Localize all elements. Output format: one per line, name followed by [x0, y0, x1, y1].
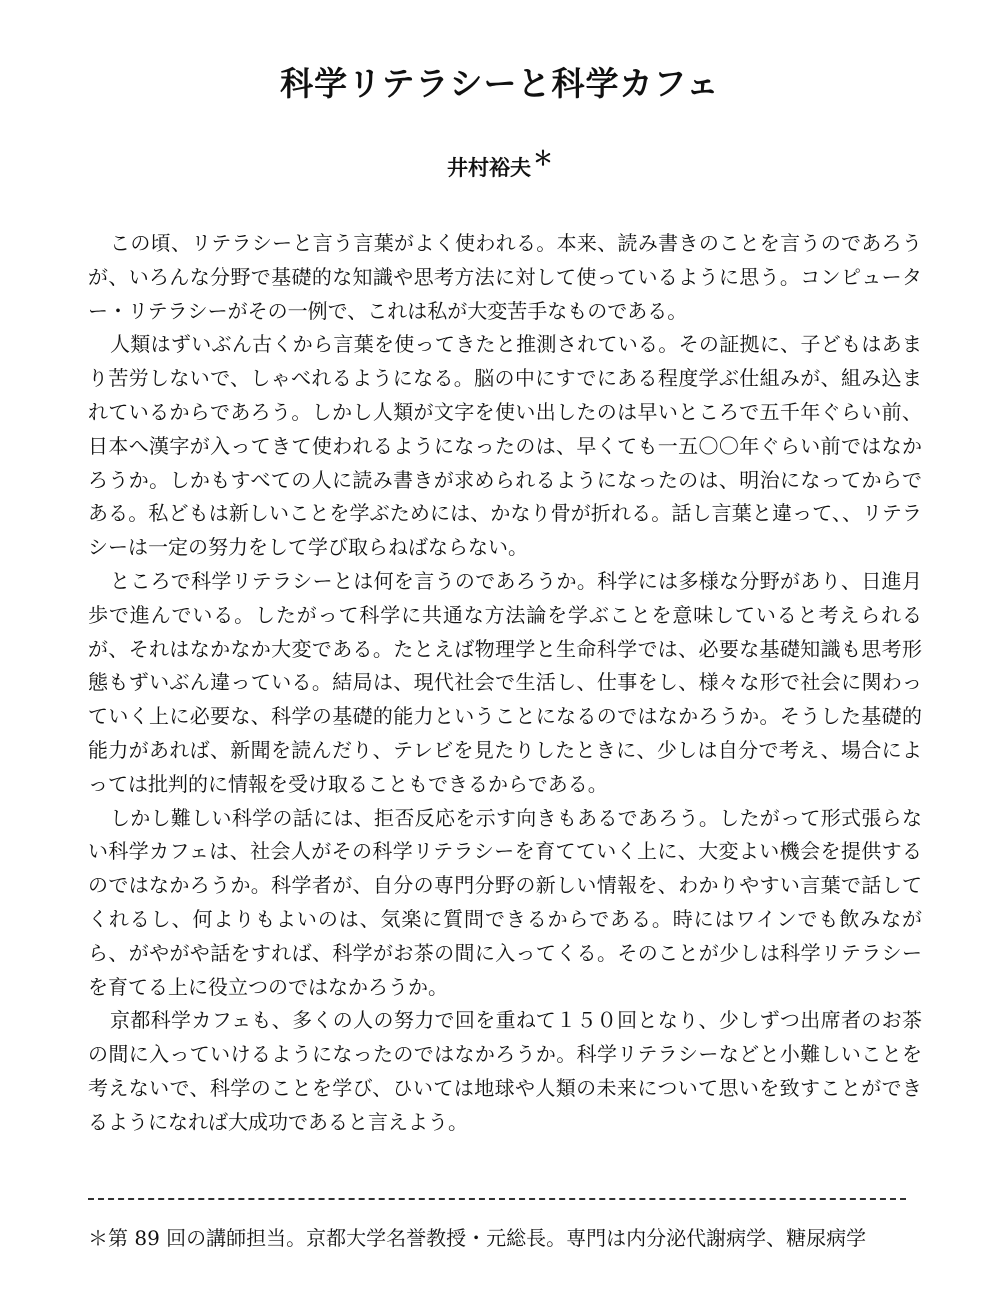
document-title: 科学リテラシーと科学カフェ: [280, 64, 720, 103]
paragraph-2: 人類はずいぶん古くから言葉を使ってきたと推測されている。その証拠に、子どもはあまり苦労しないで、しゃべれるようになる。脳の中にすでにある程度学ぶ仕組みが、組み込まれているからであろう。しかし人類が文字を使い出したのは早いところで五千年ぐらい前、日本へ漢字が入ってきて使われるようになったのは、早くても一五〇〇年ぐらい前ではなかろうか。しかもすべての人に読み書きが求められるようになったのは、明治になってからである。私どもは新しいことを学ぶためには、かなり骨が折れる。話し言葉と違って、、リテラシーは一定の努力をして学び取らねばならない。: [88, 332, 922, 560]
author-name: 井村裕夫: [447, 156, 531, 180]
paragraph-3: ところで科学リテラシーとは何を言うのであろうか。科学には多様な分野があり、日進月歩で進んでいる。したがって科学に共通な方法論を学ぶことを意味していると考えられるが、それはなかなか大変である。たとえば物理学と生命科学では、必要な基礎知識も思考形態もずいぶん違っている。結局は、現代社会で生活し、仕事をし、様々な形で社会に関わっていく上に必要な、科学の基礎的能力ということになるのではなかろうか。そうした基礎的能力があれば、新聞を読んだり、テレビを見たりしたときに、少しは自分で考え、場合によっては批判的に情報を受け取ることもできるからである。: [88, 568, 922, 796]
paragraph-1: この頃、リテラシーと言う言葉がよく使われる。本来、読み書きのことを言うのであろうが、いろんな分野で基礎的な知識や思考方法に対して使っているように思う。コンピューター・リテラシーがその一例で、これは私が大変苦手なものである。: [88, 231, 922, 323]
footnote-divider: [88, 1198, 906, 1200]
author-footnote: ＊第 89 回の講師担当。京都大学名誉教授・元総長。専門は内分泌代謝病学、糖尿病学: [88, 1226, 867, 1250]
author-line: [0, 142, 1000, 184]
essay-body: [88, 227, 922, 1140]
author-footnote-mark: ＊: [533, 146, 553, 170]
paragraph-4: しかし難しい科学の話には、拒否反応を示す向きもあるであろう。したがって形式張らない科学カフェは、社会人がその科学リテラシーを育てていく上に、大変よい機会を提供するのではなかろうか。科学者が、自分の専門分野の新しい情報を、わかりやすい言葉で話してくれるし、何よりもよいのは、気楽に質問できるからである。時にはワインでも飲みながら、がやがや話をすれば、科学がお茶の間に入ってくる。そのことが少しは科学リテラシーを育てる上に役立つのではなかろうか。: [88, 805, 922, 999]
paragraph-5: 京都科学カフェも、多くの人の努力で回を重ねて１５０回となり、少しずつ出席者のお茶の間に入っていけるようになったのではなかろうか。科学リテラシーなどと小難しいことを考えないで、科学のことを学び、ひいては地球や人類の未来について思いを致すことができるようになれば大成功であると言えよう。: [88, 1008, 922, 1134]
